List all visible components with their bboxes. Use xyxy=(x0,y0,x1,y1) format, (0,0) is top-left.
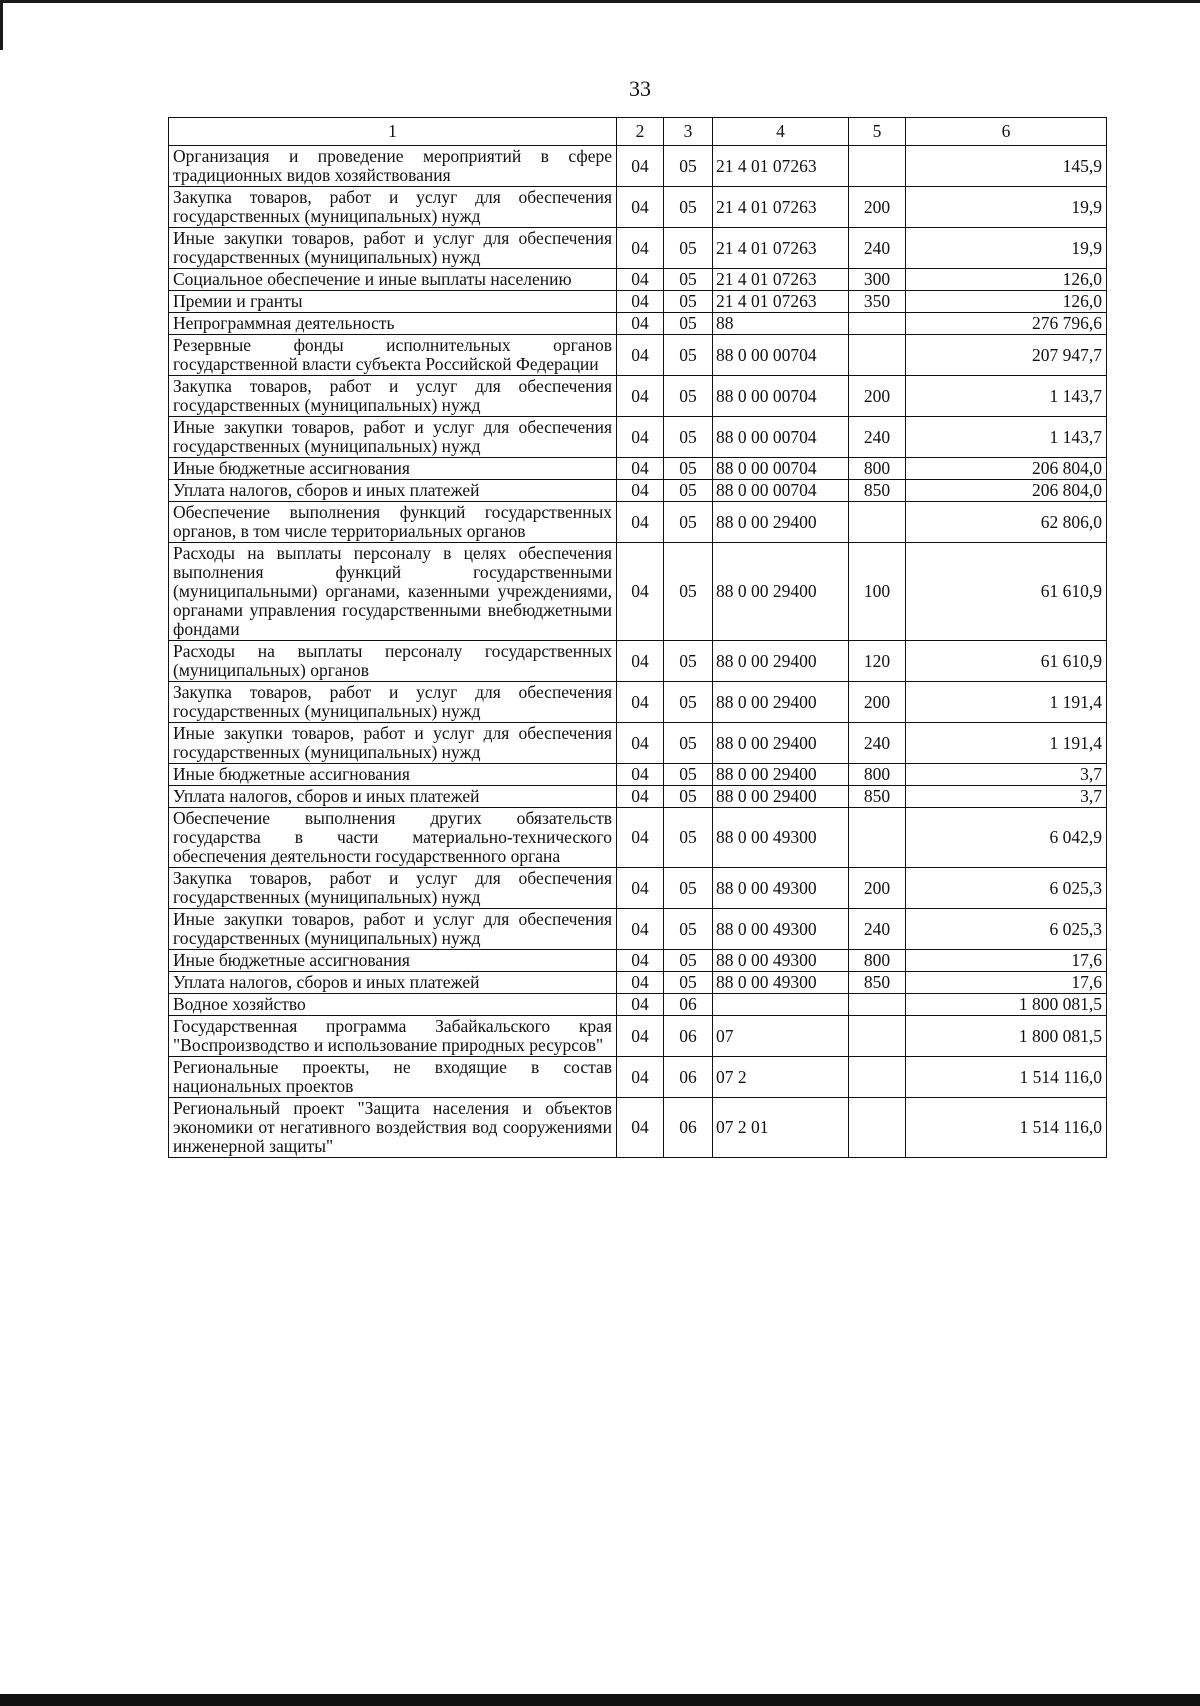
row-target-article-cell: 88 0 00 29400 xyxy=(713,543,849,641)
row-target-article-cell: 88 0 00 00704 xyxy=(713,458,849,480)
row-name-cell: Иные бюджетные ассигнования xyxy=(169,950,617,972)
row-name-cell: Иные закупки товаров, работ и услуг для обеспечения государственных (муниципальных) нужд xyxy=(169,909,617,950)
row-subsection-cell: 05 xyxy=(664,502,713,543)
row-amount-cell: 6 025,3 xyxy=(906,868,1107,909)
row-section-cell: 04 xyxy=(617,376,664,417)
row-subsection-cell: 05 xyxy=(664,808,713,868)
row-target-article-cell: 21 4 01 07263 xyxy=(713,228,849,269)
row-amount-cell: 17,6 xyxy=(906,950,1107,972)
table-row xyxy=(169,187,1107,228)
row-target-article-cell: 88 0 00 00704 xyxy=(713,417,849,458)
row-amount-cell: 1 800 081,5 xyxy=(906,1016,1107,1057)
row-name-cell: Иные закупки товаров, работ и услуг для обеспечения государственных (муниципальных) нужд xyxy=(169,228,617,269)
row-target-article-cell: 88 0 00 49300 xyxy=(713,972,849,994)
row-expense-type-cell: 800 xyxy=(849,458,906,480)
row-amount-cell: 3,7 xyxy=(906,764,1107,786)
row-target-article-cell: 07 xyxy=(713,1016,849,1057)
row-expense-type-cell xyxy=(849,146,906,187)
row-subsection-cell: 05 xyxy=(664,868,713,909)
row-subsection-cell: 05 xyxy=(664,972,713,994)
row-section-cell: 04 xyxy=(617,868,664,909)
row-amount-cell: 19,9 xyxy=(906,187,1107,228)
row-expense-type-cell: 850 xyxy=(849,786,906,808)
table-row xyxy=(169,291,1107,313)
row-name-cell: Закупка товаров, работ и услуг для обеспечения государственных (муниципальных) нужд xyxy=(169,187,617,228)
row-expense-type-cell: 240 xyxy=(849,909,906,950)
budget-table xyxy=(168,117,1107,1158)
row-section-cell: 04 xyxy=(617,1016,664,1057)
row-expense-type-cell: 240 xyxy=(849,417,906,458)
row-amount-cell: 1 191,4 xyxy=(906,723,1107,764)
row-expense-type-cell: 100 xyxy=(849,543,906,641)
row-name-cell: Иные закупки товаров, работ и услуг для обеспечения государственных (муниципальных) нужд xyxy=(169,723,617,764)
header-col-4: 4 xyxy=(713,118,849,146)
row-section-cell: 04 xyxy=(617,187,664,228)
row-name-cell: Закупка товаров, работ и услуг для обеспечения государственных (муниципальных) нужд xyxy=(169,376,617,417)
row-section-cell: 04 xyxy=(617,291,664,313)
row-expense-type-cell xyxy=(849,1098,906,1158)
table-row xyxy=(169,335,1107,376)
row-name-cell: Иные бюджетные ассигнования xyxy=(169,764,617,786)
header-col-1: 1 xyxy=(169,118,617,146)
row-section-cell: 04 xyxy=(617,808,664,868)
row-subsection-cell: 06 xyxy=(664,1016,713,1057)
row-section-cell: 04 xyxy=(617,458,664,480)
row-amount-cell: 206 804,0 xyxy=(906,458,1107,480)
row-target-article-cell: 88 0 00 00704 xyxy=(713,480,849,502)
row-name-cell: Закупка товаров, работ и услуг для обеспечения государственных (муниципальных) нужд xyxy=(169,682,617,723)
row-amount-cell: 61 610,9 xyxy=(906,543,1107,641)
row-name-cell: Уплата налогов, сборов и иных платежей xyxy=(169,972,617,994)
table-row xyxy=(169,417,1107,458)
row-amount-cell: 1 191,4 xyxy=(906,682,1107,723)
row-name-cell: Уплата налогов, сборов и иных платежей xyxy=(169,786,617,808)
row-expense-type-cell: 200 xyxy=(849,376,906,417)
row-expense-type-cell: 120 xyxy=(849,641,906,682)
row-target-article-cell: 88 0 00 00704 xyxy=(713,335,849,376)
row-expense-type-cell xyxy=(849,313,906,335)
row-expense-type-cell: 350 xyxy=(849,291,906,313)
table-row xyxy=(169,228,1107,269)
row-expense-type-cell xyxy=(849,1016,906,1057)
row-name-cell: Иные бюджетные ассигнования xyxy=(169,458,617,480)
row-amount-cell: 1 800 081,5 xyxy=(906,994,1107,1016)
table-row xyxy=(169,641,1107,682)
row-amount-cell: 276 796,6 xyxy=(906,313,1107,335)
table-row xyxy=(169,868,1107,909)
row-section-cell: 04 xyxy=(617,335,664,376)
row-subsection-cell: 05 xyxy=(664,417,713,458)
row-target-article-cell: 88 0 00 29400 xyxy=(713,786,849,808)
row-target-article-cell: 88 0 00 00704 xyxy=(713,376,849,417)
row-expense-type-cell: 850 xyxy=(849,972,906,994)
row-amount-cell: 6 042,9 xyxy=(906,808,1107,868)
row-target-article-cell: 88 0 00 29400 xyxy=(713,502,849,543)
row-subsection-cell: 06 xyxy=(664,1098,713,1158)
row-section-cell: 04 xyxy=(617,417,664,458)
table-row xyxy=(169,480,1107,502)
row-subsection-cell: 05 xyxy=(664,786,713,808)
row-expense-type-cell: 850 xyxy=(849,480,906,502)
row-subsection-cell: 05 xyxy=(664,335,713,376)
table-row xyxy=(169,972,1107,994)
row-expense-type-cell xyxy=(849,1057,906,1098)
row-amount-cell: 1 143,7 xyxy=(906,376,1107,417)
row-name-cell: Социальное обеспечение и иные выплаты населению xyxy=(169,269,617,291)
table-row xyxy=(169,808,1107,868)
row-subsection-cell: 06 xyxy=(664,1057,713,1098)
row-section-cell: 04 xyxy=(617,313,664,335)
table-row xyxy=(169,1016,1107,1057)
row-name-cell: Премии и гранты xyxy=(169,291,617,313)
row-target-article-cell: 07 2 xyxy=(713,1057,849,1098)
row-amount-cell: 3,7 xyxy=(906,786,1107,808)
table-row xyxy=(169,502,1107,543)
row-section-cell: 04 xyxy=(617,723,664,764)
row-section-cell: 04 xyxy=(617,682,664,723)
row-amount-cell: 19,9 xyxy=(906,228,1107,269)
row-target-article-cell: 88 0 00 49300 xyxy=(713,808,849,868)
row-section-cell: 04 xyxy=(617,786,664,808)
row-subsection-cell: 05 xyxy=(664,291,713,313)
header-col-5: 5 xyxy=(849,118,906,146)
row-expense-type-cell: 200 xyxy=(849,682,906,723)
row-amount-cell: 1 143,7 xyxy=(906,417,1107,458)
row-subsection-cell: 05 xyxy=(664,909,713,950)
row-subsection-cell: 05 xyxy=(664,764,713,786)
row-name-cell: Организация и проведение мероприятий в сфере традиционных видов хозяйствования xyxy=(169,146,617,187)
row-expense-type-cell: 800 xyxy=(849,950,906,972)
row-subsection-cell: 05 xyxy=(664,480,713,502)
table-row xyxy=(169,723,1107,764)
row-subsection-cell: 05 xyxy=(664,723,713,764)
scan-bottom-edge xyxy=(0,1694,1200,1706)
header-col-3: 3 xyxy=(664,118,713,146)
table-row xyxy=(169,786,1107,808)
table-row xyxy=(169,543,1107,641)
row-amount-cell: 126,0 xyxy=(906,291,1107,313)
row-section-cell: 04 xyxy=(617,1057,664,1098)
row-target-article-cell: 88 0 00 49300 xyxy=(713,909,849,950)
row-expense-type-cell: 800 xyxy=(849,764,906,786)
row-name-cell: Обеспечение выполнения функций государственных органов, в том числе территориальных органов xyxy=(169,502,617,543)
row-section-cell: 04 xyxy=(617,502,664,543)
row-expense-type-cell: 240 xyxy=(849,723,906,764)
row-target-article-cell: 21 4 01 07263 xyxy=(713,269,849,291)
row-name-cell: Резервные фонды исполнительных органов государственной власти субъекта Российской Федерации xyxy=(169,335,617,376)
table-row xyxy=(169,269,1107,291)
row-amount-cell: 207 947,7 xyxy=(906,335,1107,376)
row-section-cell: 04 xyxy=(617,228,664,269)
row-name-cell: Государственная программа Забайкальского края "Воспроизводство и использование природных ресурсов" xyxy=(169,1016,617,1057)
row-amount-cell: 1 514 116,0 xyxy=(906,1057,1107,1098)
row-name-cell: Иные закупки товаров, работ и услуг для обеспечения государственных (муниципальных) нужд xyxy=(169,417,617,458)
row-target-article-cell: 88 xyxy=(713,313,849,335)
row-subsection-cell: 05 xyxy=(664,458,713,480)
row-amount-cell: 145,9 xyxy=(906,146,1107,187)
row-expense-type-cell xyxy=(849,808,906,868)
row-amount-cell: 126,0 xyxy=(906,269,1107,291)
row-name-cell: Региональный проект "Защита населения и объектов экономики от негативного воздействия вод сооружениями инженерной защиты" xyxy=(169,1098,617,1158)
row-section-cell: 04 xyxy=(617,269,664,291)
table-row xyxy=(169,909,1107,950)
table-row xyxy=(169,313,1107,335)
row-section-cell: 04 xyxy=(617,641,664,682)
row-target-article-cell: 21 4 01 07263 xyxy=(713,146,849,187)
row-name-cell: Обеспечение выполнения других обязательств государства в части материально-технического обеспечения деятельности государственного органа xyxy=(169,808,617,868)
table-row xyxy=(169,1098,1107,1158)
row-target-article-cell: 88 0 00 49300 xyxy=(713,950,849,972)
row-amount-cell: 61 610,9 xyxy=(906,641,1107,682)
row-name-cell: Закупка товаров, работ и услуг для обеспечения государственных (муниципальных) нужд xyxy=(169,868,617,909)
row-subsection-cell: 05 xyxy=(664,269,713,291)
row-target-article-cell: 88 0 00 29400 xyxy=(713,764,849,786)
row-subsection-cell: 05 xyxy=(664,641,713,682)
table-row xyxy=(169,376,1107,417)
row-subsection-cell: 06 xyxy=(664,994,713,1016)
scan-left-edge xyxy=(0,0,3,50)
row-expense-type-cell: 300 xyxy=(849,269,906,291)
row-name-cell: Расходы на выплаты персоналу государственных (муниципальных) органов xyxy=(169,641,617,682)
row-subsection-cell: 05 xyxy=(664,187,713,228)
header-col-6: 6 xyxy=(906,118,1107,146)
table-row xyxy=(169,1057,1107,1098)
row-section-cell: 04 xyxy=(617,909,664,950)
scan-top-edge xyxy=(0,0,1200,3)
table-row xyxy=(169,994,1107,1016)
row-target-article-cell xyxy=(713,994,849,1016)
row-amount-cell: 206 804,0 xyxy=(906,480,1107,502)
row-target-article-cell: 88 0 00 29400 xyxy=(713,641,849,682)
row-subsection-cell: 05 xyxy=(664,146,713,187)
row-amount-cell: 62 806,0 xyxy=(906,502,1107,543)
row-subsection-cell: 05 xyxy=(664,682,713,723)
row-target-article-cell: 07 2 01 xyxy=(713,1098,849,1158)
row-subsection-cell: 05 xyxy=(664,376,713,417)
table-row xyxy=(169,146,1107,187)
row-section-cell: 04 xyxy=(617,994,664,1016)
row-name-cell: Водное хозяйство xyxy=(169,994,617,1016)
row-section-cell: 04 xyxy=(617,480,664,502)
row-amount-cell: 17,6 xyxy=(906,972,1107,994)
row-section-cell: 04 xyxy=(617,1098,664,1158)
row-amount-cell: 6 025,3 xyxy=(906,909,1107,950)
row-subsection-cell: 05 xyxy=(664,950,713,972)
row-section-cell: 04 xyxy=(617,972,664,994)
row-expense-type-cell xyxy=(849,994,906,1016)
row-name-cell: Непрограммная деятельность xyxy=(169,313,617,335)
row-target-article-cell: 21 4 01 07263 xyxy=(713,187,849,228)
row-subsection-cell: 05 xyxy=(664,228,713,269)
row-name-cell: Уплата налогов, сборов и иных платежей xyxy=(169,480,617,502)
row-expense-type-cell xyxy=(849,335,906,376)
row-target-article-cell: 88 0 00 29400 xyxy=(713,723,849,764)
row-expense-type-cell: 200 xyxy=(849,868,906,909)
row-section-cell: 04 xyxy=(617,764,664,786)
table-header-row xyxy=(169,118,1107,146)
row-section-cell: 04 xyxy=(617,950,664,972)
row-section-cell: 04 xyxy=(617,543,664,641)
page-number: 33 xyxy=(629,76,651,101)
row-target-article-cell: 21 4 01 07263 xyxy=(713,291,849,313)
table-row xyxy=(169,682,1107,723)
table-row xyxy=(169,764,1107,786)
table-row xyxy=(169,950,1107,972)
row-subsection-cell: 05 xyxy=(664,543,713,641)
row-target-article-cell: 88 0 00 49300 xyxy=(713,868,849,909)
header-col-2: 2 xyxy=(617,118,664,146)
row-name-cell: Региональные проекты, не входящие в состав национальных проектов xyxy=(169,1057,617,1098)
row-expense-type-cell: 200 xyxy=(849,187,906,228)
row-target-article-cell: 88 0 00 29400 xyxy=(713,682,849,723)
row-expense-type-cell: 240 xyxy=(849,228,906,269)
row-section-cell: 04 xyxy=(617,146,664,187)
row-expense-type-cell xyxy=(849,502,906,543)
row-subsection-cell: 05 xyxy=(664,313,713,335)
table-row xyxy=(169,458,1107,480)
row-amount-cell: 1 514 116,0 xyxy=(906,1098,1107,1158)
row-name-cell: Расходы на выплаты персоналу в целях обеспечения выполнения функций государственными (муниципальными) органами, казенными учреждениями, органами управления государственными внебюджетными фондами xyxy=(169,543,617,641)
table-body xyxy=(169,146,1107,1158)
